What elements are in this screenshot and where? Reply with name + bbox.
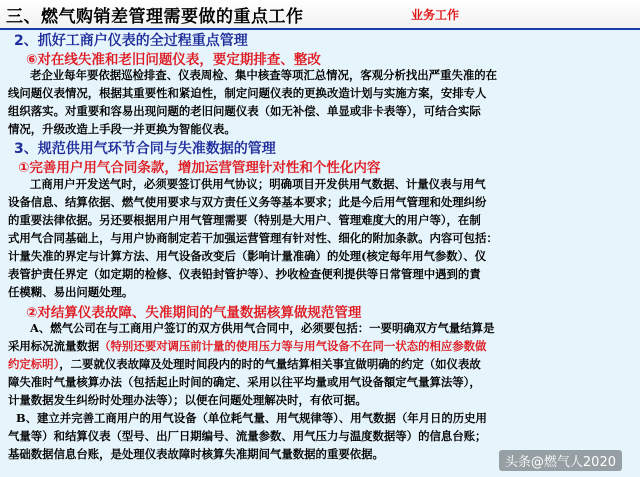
item-a-line bbox=[8, 338, 486, 354]
section-3-subheading-2: ②对结算仪表故障、失准期间的气量数据核算做规范管理 bbox=[26, 305, 362, 321]
section-3-paragraph-line: 任模糊、易出问题处理。 bbox=[8, 285, 134, 299]
item-a-line bbox=[8, 356, 481, 372]
item-a-line: A、燃气公司在与工商用户签订的双方供用气合同中，必须要包括：一要明确双方气量结算是 bbox=[30, 321, 495, 335]
section-2-paragraph-line: 老企业每年要依据巡检排查、仪表周检、集中核查等项汇总情况，客观分析找出严重失准的在 bbox=[30, 68, 498, 82]
item-a-text: ，二要就仪表故障及处理时间段内的时的气量结算相关事宜做明确的约定（如仪表故 bbox=[59, 357, 481, 371]
item-b-line: B、建立并完善工商用户的用气设备（单位耗气量、用气规律等）、用气数据（年月日的历史用 bbox=[16, 411, 487, 425]
item-a-text: 采用标况流量数据 bbox=[8, 339, 100, 353]
item-a-line: 障失准时气量核算办法（包括起止时间的确定、采用以往平均量或用气设备額定气量算法等）， bbox=[8, 375, 481, 389]
watermark: 头条@燃气人2020 bbox=[499, 450, 622, 471]
header-bar bbox=[0, 0, 640, 30]
section-3-paragraph-line: 工商用户开发送气时，必须要签订供用气协议；明确项目开发供用气数据、计量仪表与用气 bbox=[30, 177, 486, 191]
section-3-paragraph-line: 设备信息、结算依据、燃气使用要求与双方责任义务等基本要求；此是今后用气管理和处理纠纷 bbox=[8, 195, 487, 209]
item-b-line: 基础数据信息台账，是处理仪表故障时核算失准期间气量数据的重要依据。 bbox=[8, 447, 384, 461]
section-3-paragraph-line: 式用气合同基础上，与用户协商制定若干加强运营管理有针对性、细化的附加条款。内容可包括： bbox=[8, 231, 498, 245]
section-tag: 业务工作 bbox=[411, 8, 460, 22]
section-2-subheading-6: ⑥对在线失准和老旧问题仪表，要定期排查、整改 bbox=[26, 52, 321, 68]
section-3-paragraph-line: 的重要法律依据。另还要根据用户用气管理需要（特别是大用户、管理难度大的用户等），在制 bbox=[8, 213, 481, 227]
section-2-paragraph-line: 情况，升级改造上手段一并更换为智能仪表。 bbox=[8, 122, 236, 136]
section-2-paragraph-line: 组织落实。对重要和容易出现问题的老旧问题仪表（如无补偿、单显或非卡表等），可结合实际 bbox=[8, 104, 481, 118]
section-3-subheading-1: ①完善用户用气合同条款，增加运营管理针对性和个性化内容 bbox=[18, 160, 381, 176]
item-b-line: 气量等）和结算仪表（型号、出厂日期编号、流量参数、用气压力与温度数据等）的信息台账； bbox=[8, 429, 487, 443]
section-2-paragraph-line: 线问题仪表情况，根据其重要性和紧迫性，制定问题仪表的更换改造计划与实施方案，安排专人 bbox=[8, 86, 487, 100]
section-3-paragraph-line: 表管护责任界定（如定期的检修、仪表铅封管护等）、抄收检查便利提供等日常管理中遇到的責 bbox=[8, 267, 481, 281]
slide-title: 三、燃气购销差管理需要做的重点工作 bbox=[6, 7, 304, 27]
item-a-highlight: 约定标明） bbox=[8, 357, 60, 371]
item-a-line: 计量数据发生纠纷时处理办法等）；以便在问题处理解决时，有依可据。 bbox=[8, 393, 367, 407]
section-3-paragraph-line: 计量失准的界定与计算方法、用气设备改变后（影响计量准确）的处理(核定每年用气参数）、仪 bbox=[8, 249, 487, 263]
item-a-highlight: （特别还要对调压前计量的使用压力等与用气设备不在同一状态的相应参数做 bbox=[99, 339, 487, 353]
section-2-heading: 2、抓好工商户仪表的全过程重点管理 bbox=[14, 33, 248, 49]
section-3-heading: 3、规范供用气环节合同与失准数据的管理 bbox=[14, 141, 276, 157]
